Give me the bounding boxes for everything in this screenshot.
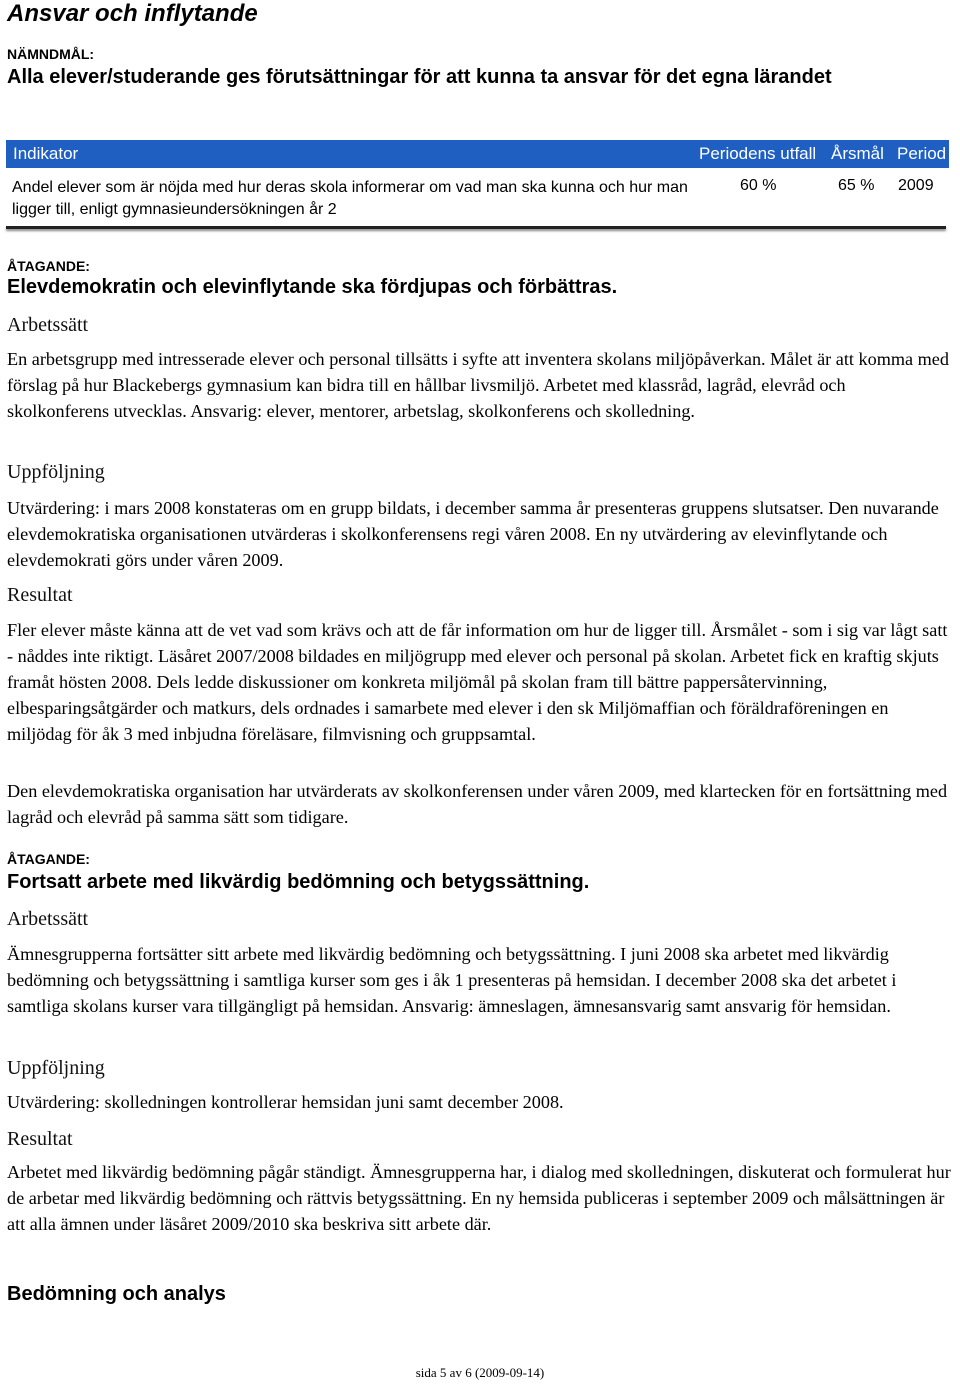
- commitment-2-title: Fortsatt arbete med likvärdig bedömning och betygssättning.: [7, 871, 590, 893]
- commitment-2-resultat-heading: Resultat: [7, 1128, 73, 1150]
- indicator-period: 2009: [898, 177, 934, 194]
- commitment-1-arbetssatt-text: En arbetsgrupp med intresserade elever och personal tillsätts i syfte att inventera skolans miljöpåverkan. Målet är att komma med förslag på hur Blackebergs gymnasium kan bidra till en hållbar livsmiljö. Arbetet med klassråd, lagråd, elevråd och skolkonferens utvecklas. Ansvarig: elever, mentorer, arbetslag, skolkonferens och skolledning.: [7, 349, 949, 421]
- page-footer: sida 5 av 6 (2009-09-14): [415, 1365, 545, 1380]
- table-divider: [6, 226, 946, 229]
- goal-label: NÄMNDMÅL:: [7, 46, 95, 62]
- commitment-1-title: Elevdemokratin och elevinflytande ska fördjupas och förbättras.: [7, 276, 618, 298]
- header-indikator: Indikator: [13, 144, 79, 163]
- commitment-1-uppfoljning-text: Utvärdering: i mars 2008 konstateras om en grupp bildats, i december samma år presenteras gruppens slutsatser. Den nuvarande elevdemokratiska organisationen utvärderas i skolkonferensens regi våren 2008. En ny utvärdering av elevinflytande och elevdemokrati görs under våren 2009.: [7, 498, 939, 570]
- commitment-1-uppfoljning-heading: Uppföljning: [7, 461, 105, 483]
- indicator-utfall: 60 %: [740, 177, 777, 194]
- header-arsmal: Årsmål: [831, 144, 884, 163]
- commitment-1-resultat-text-2: Den elevdemokratiska organisation har utvärderats av skolkonferensen under våren 2009, med klartecken för en fortsättning med lagråd och elevråd på samma sätt som tidigare.: [7, 781, 948, 827]
- commitment-2-uppfoljning-text: Utvärdering: skolledningen kontrollerar hemsidan juni samt december 2008.: [7, 1092, 564, 1112]
- section-title-bedomning: Bedömning och analys: [7, 1283, 226, 1305]
- header-period: Period: [897, 144, 947, 163]
- commitment-2-arbetssatt-heading: Arbetssätt: [7, 908, 89, 930]
- indicator-arsmal: 65 %: [838, 177, 875, 194]
- commitment-1-arbetssatt-heading: Arbetssätt: [7, 314, 89, 336]
- commitment-2-label: ÅTAGANDE:: [7, 851, 90, 867]
- commitment-1-resultat-text-1: Fler elever måste känna att de vet vad som krävs och att de får information om hur de ligger till. Årsmålet - som i sig var lågt satt - nåddes inte riktigt. Läsåret 2007/2008 bildades en miljögrupp med elever och personal på skolan. Arbetet fick en kraftig skjuts framåt hösten 2008. Dels ledde diskussioner om konkreta miljömål på skolan fram till bättre pappersåtervinning, elbesparingsåtgärder och matkurs, dels ordnades i samarbete med elever i den sk Miljömaffian och föräldraföreningen en miljödag för åk 3 med inbjudna föreläsare, filmvisning och gruppsamtal.: [7, 620, 948, 744]
- commitment-2-arbetssatt-text: Ämnesgrupperna fortsätter sitt arbete med likvärdig bedömning och betygssättning. I juni 2008 ska arbetet med likvärdig bedömning och betygssättning i samtliga kurser som ges i åk 1 presenteras på hemsidan. I december 2008 ska det arbetet i samtliga skolans kurser vara tillgängligt på hemsidan. Ansvarig: ämneslagen, ämnesansvarig samt ansvarig för hemsidan.: [7, 944, 897, 1016]
- commitment-2-uppfoljning-heading: Uppföljning: [7, 1057, 105, 1079]
- indicator-table-header: [6, 140, 949, 168]
- commitment-1-label: ÅTAGANDE:: [7, 258, 90, 274]
- commitment-1-resultat-heading: Resultat: [7, 584, 73, 606]
- commitment-2-resultat-text: Arbetet med likvärdig bedömning pågår ständigt. Ämnesgrupperna har, i dialog med skolledningen, diskuterat och formulerat hur de arbetar med likvärdig bedömning och rättvis betygssättning. En ny hemsida publiceras i september 2009 och målsättningen är att alla ämnen under läsåret 2009/2010 ska beskriva sitt arbete där.: [7, 1162, 951, 1234]
- indicator-description: Andel elever som är nöjda med hur deras skola informerar om vad man ska kunna och hur man ligger till, enligt gymnasieundersökningen år 2: [12, 179, 688, 218]
- header-periodens-utfall: Periodens utfall: [699, 144, 817, 163]
- page-title: Ansvar och inflytande: [7, 0, 258, 27]
- goal-text: Alla elever/studerande ges förutsättningar för att kunna ta ansvar för det egna lärandet: [7, 66, 832, 88]
